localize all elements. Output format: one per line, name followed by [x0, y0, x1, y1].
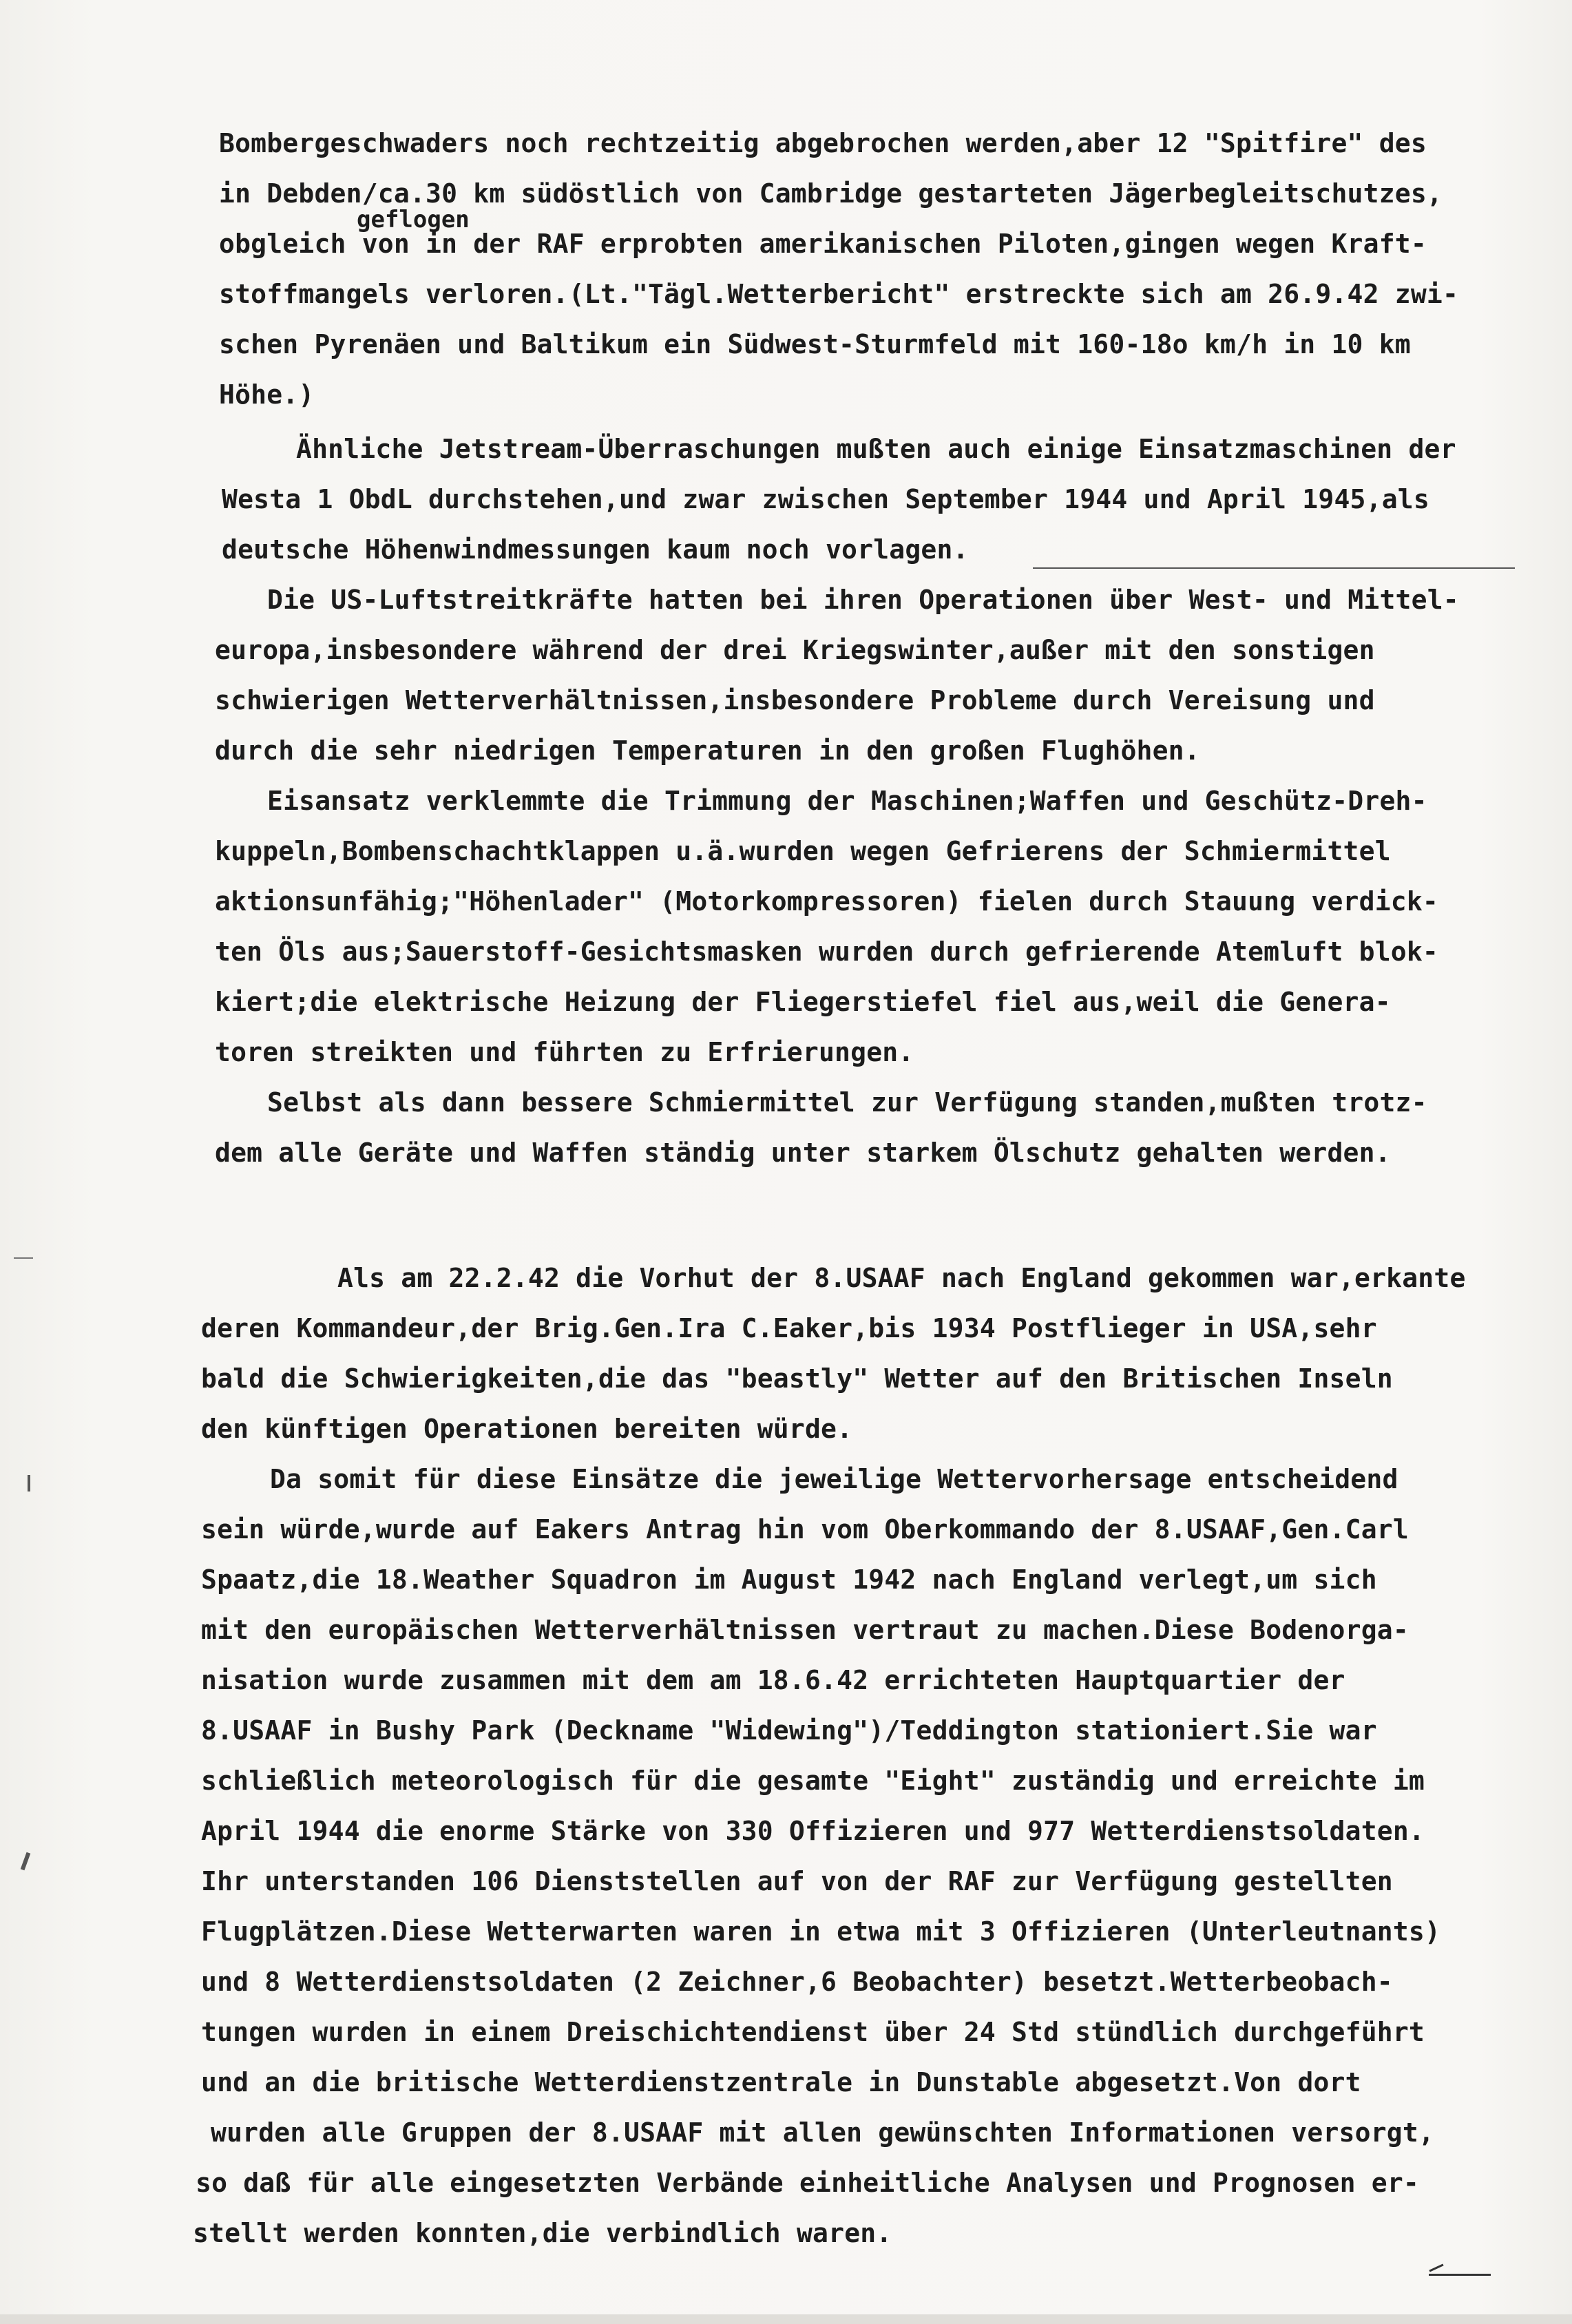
text-line: wurden alle Gruppen der 8.USAAF mit allen gewünschten Informationen versorgt,	[211, 2117, 1435, 2148]
text-line: stoffmangels verloren.(Lt."Tägl.Wetterbericht" erstreckte sich am 26.9.42 zwi-	[219, 279, 1459, 309]
text-line: schließlich meteorologisch für die gesamte "Eight" zuständig und erreichte im	[201, 1766, 1425, 1796]
text-line: Spaatz,die 18.Weather Squadron im August 1942 nach England verlegt,um sich	[201, 1564, 1377, 1595]
text-line: Eisansatz verklemmte die Trimmung der Maschinen;Waffen und Geschütz-Dreh-	[267, 786, 1427, 816]
text-line: Westa 1 ObdL durchstehen,und zwar zwischen September 1944 und April 1945,als	[222, 484, 1429, 514]
text-line: ten Öls aus;Sauerstoff-Gesichtsmasken wurden durch gefrierende Atemluft blok-	[215, 936, 1439, 967]
text-line: mit den europäischen Wetterverhältnissen vertraut zu machen.Diese Bodenorga-	[201, 1615, 1409, 1645]
text-line: so daß für alle eingesetzten Verbände einheitliche Analysen und Prognosen er-	[196, 2168, 1420, 2198]
text-line: tungen wurden in einem Dreischichtendienst über 24 Std stündlich durchgeführt	[201, 2017, 1425, 2047]
text-line: europa,insbesondere während der drei Kriegswinter,außer mit den sonstigen	[215, 635, 1375, 665]
handdrawn-rule	[1033, 567, 1515, 569]
text-line: Flugplätzen.Diese Wetterwarten waren in etwa mit 3 Offizieren (Unterleutnants)	[201, 1916, 1441, 1947]
text-line: schen Pyrenäen und Baltikum ein Südwest-Sturmfeld mit 160-18o km/h in 10 km	[219, 329, 1411, 359]
text-line: Bombergeschwaders noch rechtzeitig abgebrochen werden,aber 12 "Spitfire" des	[219, 128, 1427, 158]
text-line: Höhe.)	[219, 379, 315, 410]
text-line: deren Kommandeur,der Brig.Gen.Ira C.Eaker,bis 1934 Postflieger in USA,sehr	[201, 1313, 1377, 1343]
text-line: obgleich von in der RAF erprobten amerikanischen Piloten,gingen wegen Kraft-	[219, 229, 1427, 259]
page-edge	[0, 2314, 1572, 2324]
handwritten-insertion: geflogen	[357, 206, 470, 233]
text-line: Die US-Luftstreitkräfte hatten bei ihren Operationen über West- und Mittel-	[267, 585, 1459, 615]
text-line: Selbst als dann bessere Schmiermittel zur Verfügung standen,mußten trotz-	[267, 1087, 1427, 1118]
margin-dash	[14, 1257, 33, 1259]
text-line: Ihr unterstanden 106 Dienststellen auf von der RAF zur Verfügung gestellten	[201, 1866, 1393, 1896]
text-line: bald die Schwierigkeiten,die das "beastly" Wetter auf den Britischen Inseln	[201, 1363, 1393, 1394]
text-line: Ähnliche Jetstream-Überraschungen mußten auch einige Einsatzmaschinen der	[296, 434, 1456, 464]
text-line: April 1944 die enorme Stärke von 330 Offizieren und 977 Wetterdienstsoldaten.	[201, 1816, 1425, 1846]
text-line: und 8 Wetterdienstsoldaten (2 Zeichner,6 Beobachter) besetzt.Wetterbeobach-	[201, 1967, 1393, 1997]
margin-dash	[21, 1852, 31, 1870]
text-line: Als am 22.2.42 die Vorhut der 8.USAAF nach England gekommen war,erkante	[337, 1263, 1466, 1293]
text-line: toren streikten und führten zu Erfrierungen.	[215, 1037, 914, 1067]
text-line: dem alle Geräte und Waffen ständig unter starkem Ölschutz gehalten werden.	[215, 1138, 1391, 1168]
text-line: in Debden/ca.30 km südöstlich von Cambridge gestarteten Jägerbegleitschutzes,	[219, 178, 1443, 209]
text-line: kuppeln,Bombenschachtklappen u.ä.wurden wegen Gefrierens der Schmiermittel	[215, 836, 1391, 866]
text-line: den künftigen Operationen bereiten würde.	[201, 1414, 853, 1444]
text-line: durch die sehr niedrigen Temperaturen in den großen Flughöhen.	[215, 735, 1200, 766]
text-line: Da somit für diese Einsätze die jeweilige Wettervorhersage entscheidend	[270, 1464, 1398, 1494]
text-line: und an die britische Wetterdienstzentrale in Dunstable abgesetzt.Von dort	[201, 2067, 1361, 2097]
text-line: schwierigen Wetterverhältnissen,insbesondere Probleme durch Vereisung und	[215, 685, 1375, 715]
text-line: 8.USAAF in Bushy Park (Deckname "Widewing")/Teddington stationiert.Sie war	[201, 1715, 1377, 1746]
text-line: stellt werden konnten,die verbindlich waren.	[193, 2218, 892, 2248]
text-line: kiert;die elektrische Heizung der Fliegerstiefel fiel aus,weil die Genera-	[215, 987, 1391, 1017]
text-line: nisation wurde zusammen mit dem am 18.6.42 errichteten Hauptquartier der	[201, 1665, 1345, 1695]
continuation-mark	[1429, 2274, 1491, 2276]
text-line: sein würde,wurde auf Eakers Antrag hin vom Oberkommando der 8.USAAF,Gen.Carl	[201, 1514, 1409, 1545]
text-line: aktionsunfähig;"Höhenlader" (Motorkompressoren) fielen durch Stauung verdick-	[215, 886, 1439, 917]
margin-dash	[28, 1475, 30, 1491]
text-line: deutsche Höhenwindmessungen kaum noch vorlagen.	[222, 534, 969, 565]
